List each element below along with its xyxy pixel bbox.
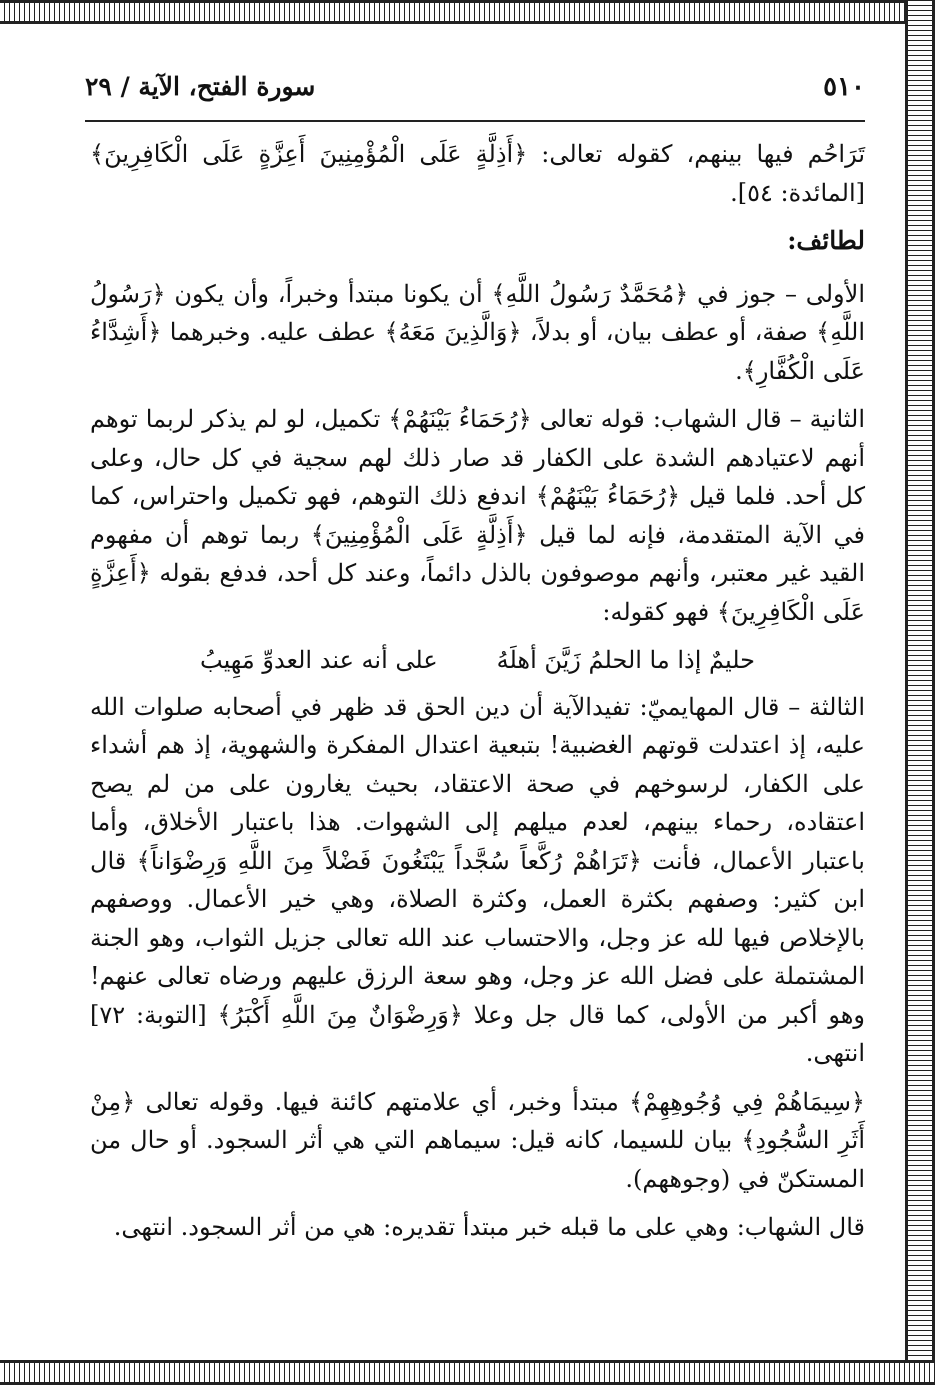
top-ornamental-border (0, 0, 935, 24)
verse-first-hemistich: حليمٌ إذا ما الحلمُ زَيَّنَ أهلَهُ (496, 646, 755, 674)
page-body (90, 135, 865, 1257)
paragraph-first-note: الأولى – جوز في ﴿مُحَمَّدٌ رَسُولُ اللَّهِ﴾ أن يكونا مبتدأ وخبراً، وأن يكون ﴿رَسُولُ اللَّهِ﴾ صفة، أو عطف بيان، أو بدلاً، ﴿وَالَّذِينَ مَعَهُ﴾ عطف عليه. وخبرهما ﴿أَشِدَّاءُ عَلَى الْكُفَّارِ﴾. (90, 279, 865, 385)
page-number: ٥١٠ (823, 72, 865, 102)
poetry-verse (90, 641, 865, 680)
paragraph-third-note: الثالثة – قال المهايميّ: تفيدالآية أن دين الحق قد ظهر في أصحابه صلوات الله عليه، إذ اعتدلت قوتهم الغضبية! بتبعية اعتدال المفكرة والشهوية، إذ هم أشداء على الكفار، لرسوخهم في صحة الاعتقاد، بحيث يغارون على من لم يصح اعتقاده، رحماء بينهم، لعدم ميلهم إلى الشهوات. هذا باعتبار الأخلاق، وأما باعتبار الأعمال، فأنت ﴿تَرَاهُمْ رُكَّعاً سُجَّداً يَبْتَغُونَ فَضْلاً مِنَ اللَّهِ وَرِضْوَاناً﴾ قال ابن كثير: وصفهم بكثرة العمل، وكثرة الصلاة، وهي خير الأعمال. ووصفهم بالإخلاص فيها لله عز وجل، والاحتساب عند الله تعالى جزيل الثواب، وهو الجنة المشتملة على فضل الله عز وجل، وهو سعة الرزق عليهم ورضاه تعالى عنهم! وهو أكبر من الأولى، كما قال جل وعلا ﴿وَرِضْوَانٌ مِنَ اللَّهِ أَكْبَرُ﴾ [التوبة: ٧٢] انتهى. (90, 692, 865, 1067)
paragraph-simahum: ﴿سِيمَاهُمْ فِي وُجُوهِهِمْ﴾ مبتدأ وخبر، أي علامتهم كائنة فيها. وقوله تعالى ﴿مِنْ أَثَرِ السُّجُودِ﴾ بيان للسيما، كانه قيل: سيماهم التي هي أثر السجود. أو حال من المستكنّ في (وجوههم). (90, 1087, 865, 1193)
paragraph-intro: تَرَاحُم فيها بينهم، كقوله تعالى: ﴿أَذِلَّةٍ عَلَى الْمُؤْمِنِينَ أَعِزَّةٍ عَلَى الْكَافِرِينَ﴾ [المائدة: ٥٤]. (90, 140, 865, 207)
page-header (85, 72, 865, 112)
paragraph-second-note: الثانية – قال الشهاب: قوله تعالى ﴿رُحَمَاءُ بَيْنَهُمْ﴾ تكميل، لو لم يذكر لربما توهم أنهم لاعتيادهم الشدة على الكفار قد صار ذلك لهم سجية في كل حال، وعلى كل أحد. فلما قيل ﴿رُحَمَاءُ بَيْنَهُمْ﴾ اندفع ذلك التوهم، فهو تكميل واحتراس، كما في الآية المتقدمة، فإنه لما قيل ﴿أَذِلَّةٍ عَلَى الْمُؤْمِنِينَ﴾ ربما توهم أن مفهوم القيد غير معتبر، وأنهم موصوفون بالذل دائماً، وعند كل أحد، فدفع بقوله ﴿أَعِزَّةٍ عَلَى الْكَافِرِينَ﴾ فهو كقوله: (90, 405, 865, 626)
verse-second-hemistich: على أنه عند العدوِّ مَهِيبُ (200, 646, 438, 674)
paragraph-shihab: قال الشهاب: وهي على ما قبله خبر مبتدأ تقديره: هي من أثر السجود. انتهى. (113, 1213, 865, 1241)
running-title: سورة الفتح، الآية / ٢٩ (85, 72, 316, 101)
section-heading: لطائف: (787, 226, 865, 255)
bottom-ornamental-border (0, 1360, 935, 1385)
header-divider (85, 120, 865, 122)
right-ornamental-border (905, 0, 935, 1385)
